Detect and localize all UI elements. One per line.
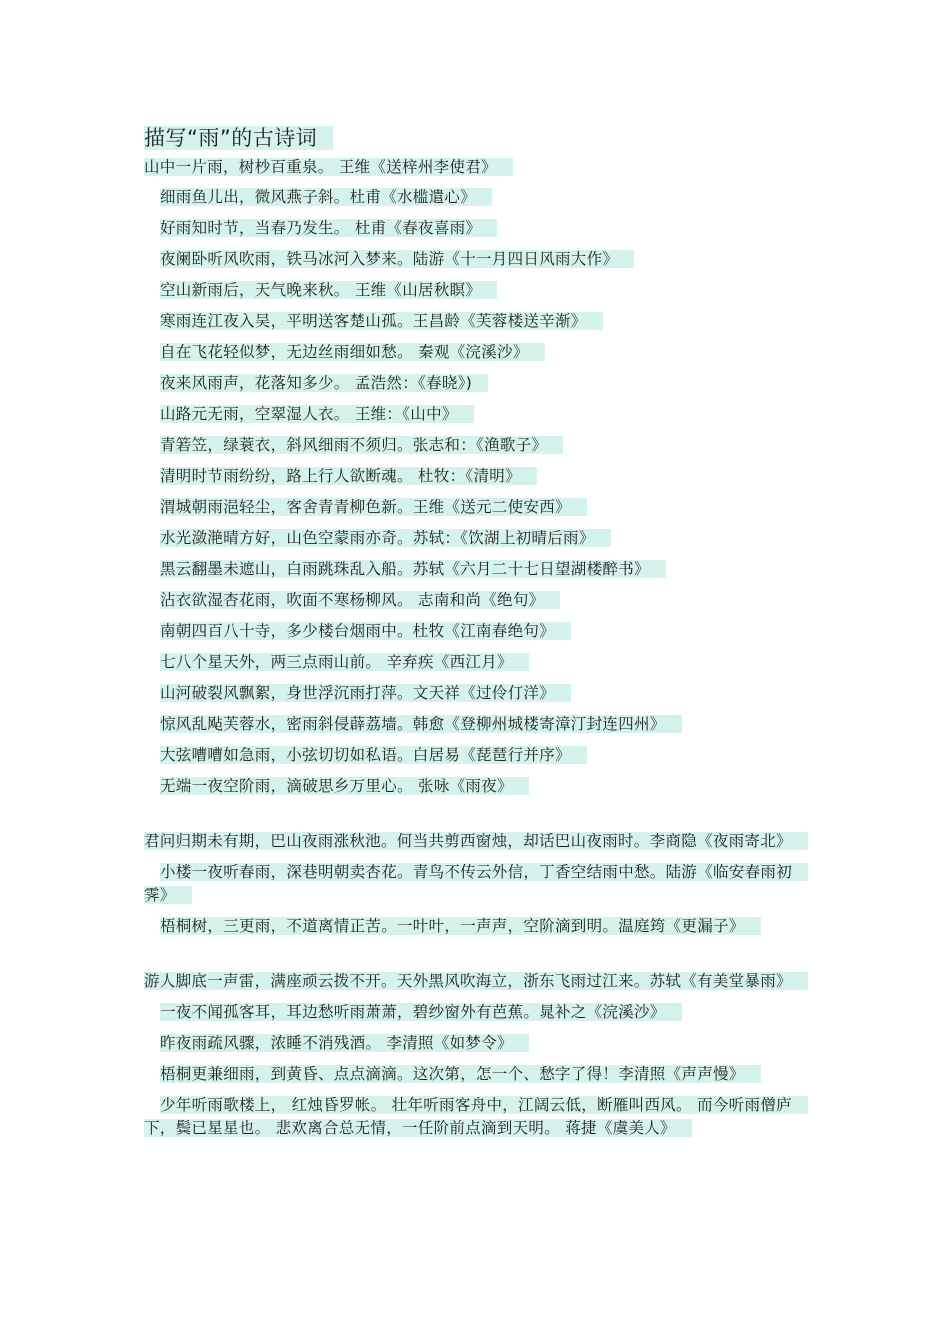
poem-line-text: 少年听雨歌楼上， 红烛昏罗帐。 壮年听雨客舟中，江阔云低，断雁叫西风。 而今听雨僧庐下，鬓已星星也。 悲欢离合总无情，一任阶前点滴到天明。 蒋捷《虞美人》 (144, 1096, 808, 1138)
poem-line-text: 梧桐树，三更雨，不道离情正苦。一叶叶，一声声，空阶滴到明。温庭筠《更漏子》 (160, 917, 761, 935)
poem-line-text: 夜来风雨声，花落知多少。 孟浩然：《春晓》) (160, 374, 488, 392)
poem-line (144, 946, 810, 993)
poem-line (144, 341, 810, 365)
poem-line-text: 南朝四百八十寺，多少楼台烟雨中。杜牧《江南春绝句》 (160, 622, 571, 640)
poem-line (144, 1001, 810, 1025)
poem-line (144, 915, 810, 939)
poem-line (144, 558, 810, 582)
poem-line (144, 620, 810, 644)
poem-line (144, 496, 810, 520)
poem-line-text: 小楼一夜听春雨，深巷明朝卖杏花。青鸟不传云外信，丁香空结雨中愁。陆游《临安春雨初霁》 (144, 863, 808, 905)
poem-line-text: 黑云翻墨未遮山，白雨跳珠乱入船。苏轼《六月二十七日望湖楼醉书》 (160, 560, 666, 578)
poem-line-text: 昨夜雨疏风骤，浓睡不消残酒。 李清照《如梦令》 (160, 1034, 529, 1052)
poem-line (144, 651, 810, 675)
poem-line-text: 山河破裂风飘絮，身世浮沉雨打萍。文天祥《过伶仃洋》 (160, 684, 571, 702)
poem-line (144, 1094, 810, 1141)
poem-line (144, 465, 810, 489)
poem-line-text: 自在飞花轻似梦，无边丝雨细如愁。 秦观《浣溪沙》 (160, 343, 545, 361)
poem-line (144, 372, 810, 396)
poem-line (144, 310, 810, 334)
poem-line-text: 山中一片雨，树杪百重泉。 王维《送梓州李使君》 (144, 158, 513, 176)
poem-line (144, 589, 810, 613)
poem-line-text: 青箬笠，绿蓑衣，斜风细雨不须归。张志和：《渔歌子》 (160, 436, 563, 454)
poem-line (144, 403, 810, 427)
poem-line-text: 渭城朝雨浥轻尘，客舍青青柳色新。王维《送元二使安西》 (160, 498, 587, 516)
poem-line-text: 寒雨连江夜入吴，平明送客楚山孤。王昌龄《芙蓉楼送辛渐》 (160, 312, 603, 330)
poem-lines-list (144, 156, 810, 1141)
poem-line-text: 空山新雨后，天气晚来秋。 王维《山居秋瞑》 (160, 281, 497, 299)
poem-line (144, 217, 810, 241)
poem-line-text: 君问归期未有期，巴山夜雨涨秋池。何当共剪西窗烛，却话巴山夜雨时。李商隐《夜雨寄北》 (144, 832, 808, 850)
poem-line-text: 惊风乱飐芙蓉水，密雨斜侵薜荔墙。韩愈《登柳州城楼寄漳汀封连四州》 (160, 715, 682, 733)
poem-line-text: 山路元无雨，空翠湿人衣。 王维：《山中》 (160, 405, 474, 423)
poem-line (144, 527, 810, 551)
poem-line (144, 1032, 810, 1056)
document-page (144, 124, 810, 1148)
poem-line-text: 七八个星天外，两三点雨山前。 辛弃疾《西江月》 (160, 653, 529, 671)
document-title (144, 124, 810, 152)
poem-line-text: 水光潋滟晴方好，山色空蒙雨亦奇。苏轼：《饮湖上初晴后雨》 (160, 529, 611, 547)
poem-line (144, 744, 810, 768)
poem-line-text: 无端一夜空阶雨，滴破思乡万里心。 张咏《雨夜》 (160, 777, 529, 795)
poem-line-text: 好雨知时节，当春乃发生。 杜甫《春夜喜雨》 (160, 219, 497, 237)
poem-line-text: 梧桐更兼细雨，到黄昏、点点滴滴。这次第，怎一个、愁字了得！李清照《声声慢》 (160, 1065, 761, 1083)
poem-line-text: 沾衣欲湿杏花雨，吹面不寒杨柳风。 志南和尚《绝句》 (160, 591, 560, 609)
poem-line (144, 434, 810, 458)
poem-line (144, 186, 810, 210)
poem-line (144, 775, 810, 799)
poem-line-text: 一夜不闻孤客耳，耳边愁听雨萧萧，碧纱窗外有芭蕉。晁补之《浣溪沙》 (160, 1003, 682, 1021)
document-title-text: 描写“雨”的古诗词 (144, 126, 333, 150)
poem-line (144, 279, 810, 303)
poem-line-text: 游人脚底一声雷，满座顽云拨不开。天外黑风吹海立，浙东飞雨过江来。苏轼《有美堂暴雨》 (144, 972, 808, 990)
poem-line-text: 大弦嘈嘈如急雨，小弦切切如私语。白居易《琵琶行并序》 (160, 746, 587, 764)
poem-line (144, 1063, 810, 1087)
poem-line (144, 861, 810, 908)
poem-line-text: 清明时节雨纷纷，路上行人欲断魂。 杜牧：《清明》 (160, 467, 537, 485)
poem-line (144, 806, 810, 853)
poem-line (144, 248, 810, 272)
poem-line (144, 682, 810, 706)
poem-line (144, 713, 810, 737)
poem-line-text: 夜阑卧听风吹雨，铁马冰河入梦来。陆游《十一月四日风雨大作》 (160, 250, 634, 268)
poem-line (144, 156, 810, 180)
poem-line-text: 细雨鱼儿出，微风燕子斜。杜甫《水槛遣心》 (160, 188, 492, 206)
